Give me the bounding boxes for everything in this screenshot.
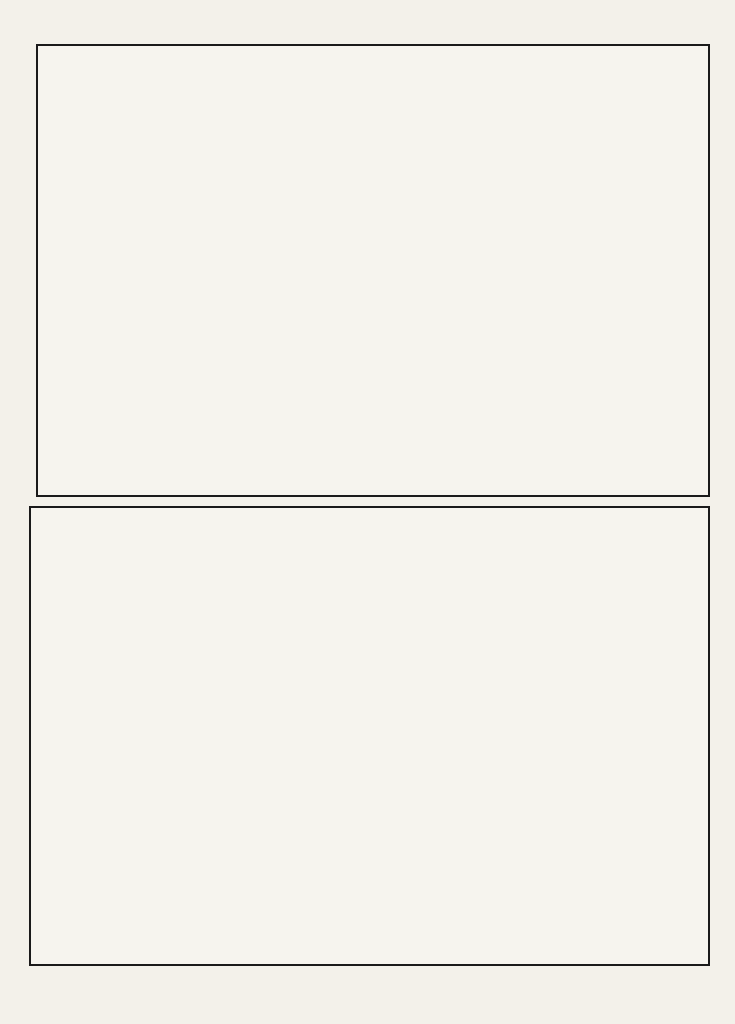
registry-table-top: [36, 44, 710, 497]
registry-table-bottom: [29, 506, 710, 966]
